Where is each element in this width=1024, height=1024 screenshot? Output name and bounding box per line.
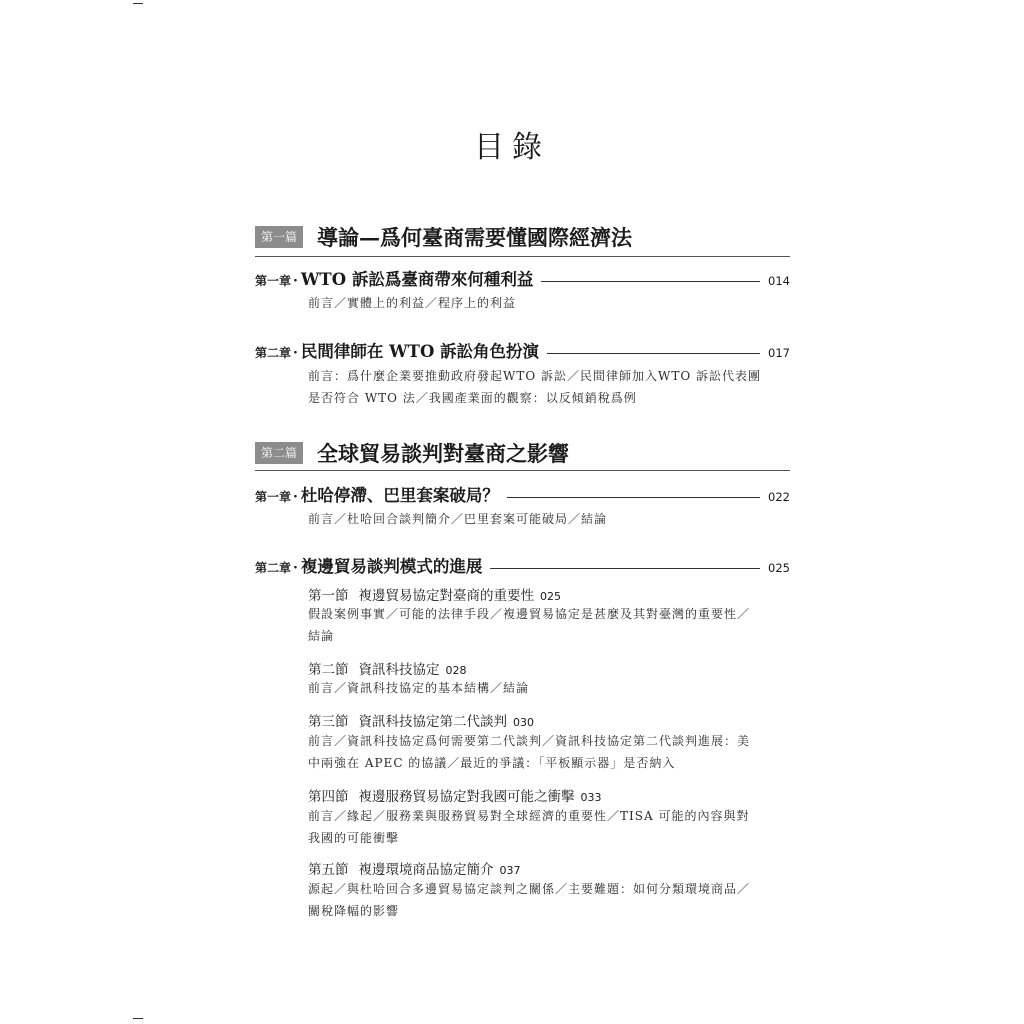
summary-line: 前言／緣起／服務業與服務貿易對全球經濟的重要性／TISA 可能的內容與對 [308,809,750,823]
chapter-page: 025 [768,561,790,575]
leader-line [547,353,760,354]
section-number: 第五節 [308,862,349,878]
summary-line: 前言／杜哈回合談判簡介／巴里套案可能破局／結論 [308,512,608,526]
chapter-number: 第二章 [255,346,292,360]
page-title: 目錄 [474,130,550,165]
part-badge: 第一篇 [255,226,303,248]
part-badge: 第二篇 [255,442,303,464]
chapter-entry[interactable] [255,482,790,506]
leader-line [490,568,760,569]
section-summary [308,677,768,699]
chapter-entry[interactable] [255,553,790,577]
chapter-number: 第二章 [255,561,292,575]
section-summary [308,878,768,922]
chapter-title: 複邊貿易談判模式的進展 [300,557,483,576]
chapter-separator: · [293,345,298,361]
chapter-title: 民間律師在 WTO 訴訟角色扮演 [300,342,540,361]
chapter-summary [308,508,768,530]
section-entry[interactable] [308,658,467,678]
section-title: 複邊環境商品協定簡介 [358,862,494,878]
part-heading [255,222,795,252]
summary-line: 前言／資訊科技協定爲何需要第二代談判／資訊科技協定第二代談判進展：美 [308,734,751,748]
section-number: 第二節 [308,662,349,678]
chapter-separator: · [293,560,298,576]
summary-line: 結論 [308,629,335,643]
section-page: 025 [540,590,561,603]
section-number: 第四節 [308,789,349,805]
summary-line: 中兩強在 APEC 的協議／最近的爭議：「平板顯示器」是否納入 [308,756,676,770]
chapter-page: 014 [768,274,790,288]
chapter-separator: · [293,489,298,505]
section-entry[interactable] [308,584,561,604]
section-summary [308,603,768,647]
chapter-page: 022 [768,490,790,504]
section-title: 複邊貿易協定對臺商的重要性 [358,588,534,604]
section-title: 資訊科技協定第二代談判 [358,714,507,730]
summary-line: 關稅降幅的影響 [308,904,400,918]
part-title: 全球貿易談判對臺商之影響 [317,441,570,466]
part-heading [255,438,795,468]
part-divider [255,470,790,471]
section-title: 資訊科技協定 [358,662,440,678]
summary-line: 假設案例事實／可能的法律手段／複邊貿易協定是甚麼及其對臺灣的重要性／ [308,607,751,621]
chapter-summary [308,365,768,409]
part-title: 導論—爲何臺商需要懂國際經濟法 [317,225,633,250]
section-summary [308,805,768,849]
chapter-summary [308,292,768,314]
chapter-page: 017 [768,346,790,360]
section-entry[interactable] [308,858,521,878]
summary-line: 是否符合 WTO 法／我國產業面的觀察：以反傾銷稅爲例 [308,391,637,405]
leader-line [507,497,760,498]
chapter-title: 杜哈停滯、巴里套案破局？ [300,486,499,505]
section-number: 第三節 [308,714,349,730]
summary-line: 前言：爲什麼企業要推動政府發起WTO 訴訟／民間律師加入WTO 訴訟代表團 [308,369,761,383]
chapter-title: WTO 訴訟爲臺商帶來何種利益 [300,270,534,289]
chapter-entry[interactable] [255,338,790,362]
chapter-entry[interactable] [255,266,790,290]
part-divider [255,256,790,257]
summary-line: 源起／與杜哈回合多邊貿易協定談判之關係／主要難題：如何分類環境商品／ [308,882,751,896]
chapter-number: 第一章 [255,490,292,504]
crop-mark-bottom [133,1018,143,1019]
section-entry[interactable] [308,785,602,805]
summary-line: 我國的可能衝擊 [308,831,400,845]
section-page: 037 [499,864,521,877]
crop-mark-top [133,3,143,4]
section-title: 複邊服務貿易協定對我國可能之衝擊 [358,789,575,805]
summary-line: 前言／實體上的利益／程序上的利益 [308,296,517,310]
section-page: 028 [445,664,467,677]
summary-line: 前言／資訊科技協定的基本結構／結論 [308,681,530,695]
section-entry[interactable] [308,710,534,730]
section-summary [308,730,768,774]
section-page: 030 [513,716,534,729]
leader-line [541,281,760,282]
section-page: 033 [580,791,602,804]
section-number: 第一節 [308,588,349,604]
chapter-separator: · [293,273,298,289]
chapter-number: 第一章 [255,274,292,288]
